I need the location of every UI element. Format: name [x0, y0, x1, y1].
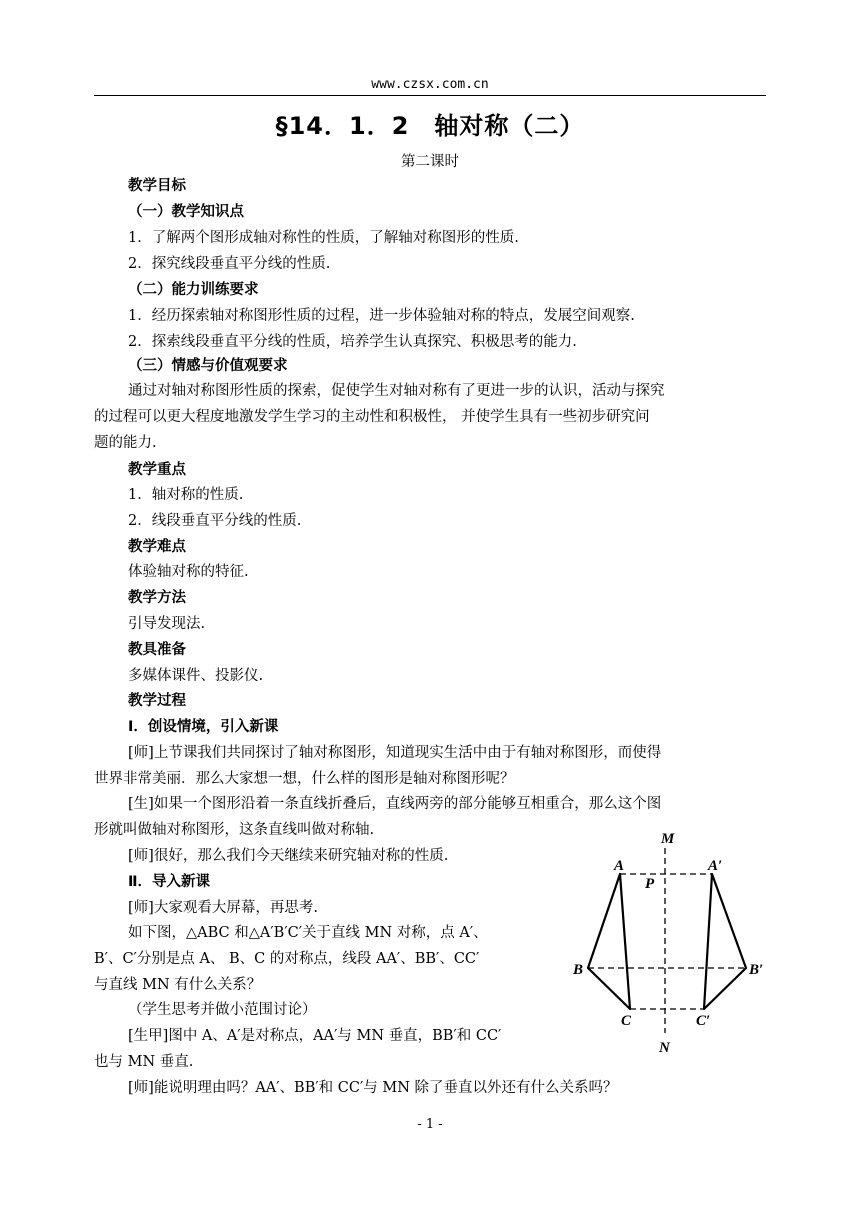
- knowledge-item-2: 2．探究线段垂直平分线的性质.: [128, 256, 331, 272]
- label-b-prime: B′: [749, 962, 764, 978]
- section-heading-objectives: 教学目标: [128, 178, 186, 194]
- difficulty-text: 体验轴对称的特征.: [128, 564, 249, 580]
- dialogue-student-1-line-2: 形就叫做轴对称图形，这条直线叫做对称轴.: [94, 822, 375, 838]
- label-p: P: [645, 876, 655, 892]
- method-text: 引导发现法.: [128, 616, 206, 632]
- dialogue-student-2-line-1: [生甲]图中 A、A′是对称点，AA′与 MN 垂直，BB′和 CC′: [128, 1028, 502, 1044]
- values-paragraph-line-3: 题的能力.: [94, 435, 157, 451]
- page-title: §14．1．2 轴对称（二）: [275, 112, 585, 140]
- label-c: C: [621, 1013, 632, 1029]
- dialogue-student-2-line-2: 也与 MN 垂直.: [94, 1054, 194, 1070]
- label-c-prime: C′: [696, 1013, 711, 1029]
- question-line-1: 如下图，△ABC 和△A′B′C′关于直线 MN 对称，点 A′、: [128, 925, 488, 941]
- student-discussion-note: （学生思考并做小范围讨论）: [128, 1002, 317, 1018]
- section-heading-process: 教学过程: [128, 693, 186, 709]
- label-a-prime: A′: [708, 858, 723, 874]
- dialogue-teacher-1-line-2: 世界非常美丽．那么大家想一想，什么样的图形是轴对称图形呢？: [94, 771, 515, 787]
- label-n: N: [659, 1040, 670, 1056]
- label-a: A: [614, 858, 625, 874]
- header-url: www.czsx.com.cn: [371, 77, 489, 92]
- ability-item-1: 1．经历探索轴对称图形性质的过程，进一步体验轴对称的特点，发展空间观察.: [128, 308, 635, 324]
- dialogue-teacher-3: [师]大家观看大屏幕，再思考.: [128, 900, 318, 916]
- ability-item-2: 2．探索线段垂直平分线的性质，培养学生认真探究、积极思考的能力.: [128, 334, 577, 350]
- label-m: M: [661, 831, 675, 847]
- header-divider: [94, 95, 766, 96]
- knowledge-item-1: 1．了解两个图形成轴对称性的性质，了解轴对称图形的性质.: [128, 230, 519, 246]
- page-number: - 1 -: [417, 1117, 443, 1132]
- process-part-1-heading: Ⅰ．创设情境，引入新课: [128, 719, 279, 735]
- dialogue-teacher-4: [师]能说明理由吗？AA′、BB′和 CC′与 MN 除了垂直以外还有什么关系吗？: [128, 1080, 618, 1096]
- question-line-2: B′、C′分别是点 A、 B、C 的对称点，线段 AA′、BB′、CC′: [94, 951, 480, 967]
- section-heading-method: 教学方法: [128, 590, 186, 606]
- triangle-abc: [588, 874, 630, 1009]
- dialogue-teacher-2: [师]很好，那么我们今天继续来研究轴对称的性质.: [128, 848, 449, 864]
- subheading-knowledge: （一）教学知识点: [128, 204, 244, 220]
- lesson-subtitle: 第二课时: [401, 154, 459, 170]
- subheading-values: （三）情感与价值观要求: [128, 358, 288, 374]
- dialogue-student-1-line-1: [生]如果一个图形沿着一条直线折叠后，直线两旁的部分能够互相重合，那么这个图: [128, 796, 662, 812]
- key-point-2: 2．线段垂直平分线的性质.: [128, 513, 302, 529]
- section-heading-tools: 教具准备: [128, 642, 186, 658]
- section-heading-difficulty: 教学难点: [128, 539, 186, 555]
- key-point-1: 1．轴对称的性质.: [128, 487, 244, 503]
- symmetry-figure: [570, 828, 768, 1056]
- triangle-a-prime-b-prime-c-prime: [704, 874, 746, 1009]
- tools-text: 多媒体课件、投影仪.: [128, 668, 264, 684]
- values-paragraph-line-2: 的过程可以更大程度地激发学生学习的主动性和积极性， 并使学生具有一些初步研究问: [94, 409, 650, 425]
- process-part-2-heading: Ⅱ．导入新课: [128, 874, 211, 890]
- subheading-ability: （二）能力训练要求: [128, 282, 259, 298]
- label-b: B: [573, 962, 584, 978]
- question-line-3: 与直线 MN 有什么关系？: [94, 977, 262, 993]
- section-heading-key-points: 教学重点: [128, 462, 186, 478]
- dialogue-teacher-1-line-1: [师]上节课我们共同探讨了轴对称图形，知道现实生活中由于有轴对称图形，而使得: [128, 745, 662, 761]
- values-paragraph-line-1: 通过对轴对称图形性质的探索，促使学生对轴对称有了更进一步的认识，活动与探究: [128, 383, 665, 399]
